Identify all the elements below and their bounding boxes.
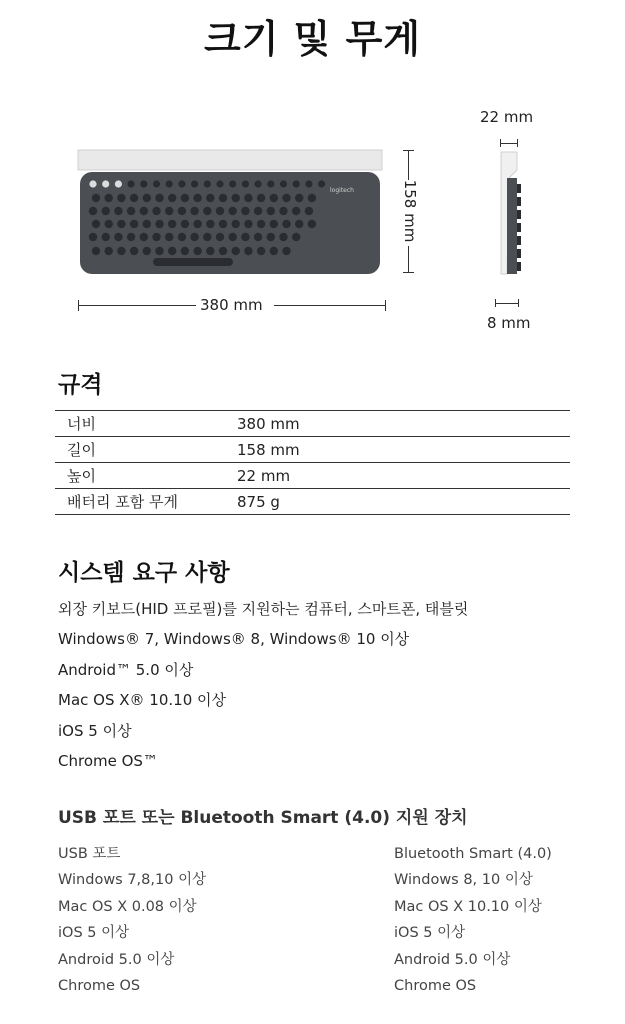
keyboard-key: [165, 233, 173, 241]
keyboard-key: [152, 207, 160, 215]
keyboard-key: [293, 180, 300, 187]
keyboard-key: [229, 180, 236, 187]
keyboard-key: [92, 194, 100, 202]
keyboard-key: [292, 207, 300, 215]
keyboard-key: [318, 180, 325, 187]
keyboard-key: [203, 233, 211, 241]
spec-value: 380 mm: [237, 411, 570, 437]
keyboard-key: [282, 194, 290, 202]
list-item: Chrome OS: [58, 977, 141, 994]
width-label: 380 mm: [200, 296, 263, 314]
keyboard-key: [232, 194, 240, 202]
keyboard-brand-logo: logitech: [330, 187, 354, 194]
height-bottom-label: 8 mm: [487, 314, 531, 332]
keyboard-key: [232, 247, 240, 255]
keyboard-key: [295, 220, 303, 228]
keyboard-key: [254, 207, 262, 215]
keyboard-key: [143, 220, 151, 228]
keyboard-key: [105, 220, 113, 228]
keyboard-key: [140, 207, 148, 215]
keyboard-key: [168, 247, 176, 255]
requirements-list: [58, 598, 468, 780]
keyboard-key: [219, 247, 227, 255]
keyboard-key: [280, 180, 287, 187]
keyboard-key: [105, 194, 113, 202]
list-item: Chrome OS: [394, 977, 477, 994]
keyboard-key: [181, 220, 189, 228]
keyboard-key: [105, 247, 113, 255]
keyboard-key: [102, 180, 109, 187]
list-item: Mac OS X 0.08 이상: [58, 898, 197, 915]
keyboard-key: [282, 247, 290, 255]
spec-label: 높이: [55, 463, 237, 489]
keyboard-key: [206, 247, 214, 255]
keyboard-key: [117, 247, 125, 255]
keyboard-key: [257, 194, 265, 202]
keyboard-key: [130, 220, 138, 228]
keyboard-key: [267, 207, 275, 215]
keyboard-key: [308, 220, 316, 228]
keyboard-key: [155, 247, 163, 255]
keyboard-key: [181, 247, 189, 255]
keyboard-key: [305, 207, 313, 215]
keyboard-key: [92, 220, 100, 228]
keyboard-key: [190, 207, 198, 215]
keyboard-key: [295, 194, 303, 202]
keyboard-key: [143, 194, 151, 202]
keyboard-key: [216, 233, 224, 241]
keyboard-key: [193, 220, 201, 228]
list-item: Android 5.0 이상: [58, 951, 175, 968]
keyboard-key: [117, 220, 125, 228]
keyboard-key: [178, 207, 186, 215]
keyboard-spacebar: [153, 258, 233, 266]
spec-heading: 규격: [58, 372, 103, 398]
keyboard-key: [165, 207, 173, 215]
height-top-dimension-line: [500, 139, 518, 147]
keyboard-key: [102, 207, 110, 215]
usb-column: [58, 843, 206, 1001]
list-item: Chrome OS™: [58, 751, 158, 770]
keyboard-key: [102, 233, 110, 241]
side-key: [517, 249, 521, 258]
side-key: [517, 184, 521, 193]
list-item: Bluetooth Smart (4.0): [394, 846, 552, 862]
keyboard-key: [242, 180, 249, 187]
list-item: USB 포트: [58, 846, 121, 862]
keyboard-key: [204, 180, 211, 187]
keyboard-key: [241, 233, 249, 241]
list-item: Windows 7,8,10 이상: [58, 872, 207, 889]
connectivity-heading: USB 포트 또는 Bluetooth Smart (4.0) 지원 장치: [58, 808, 468, 828]
keyboard-key: [114, 233, 122, 241]
keyboard-key: [152, 233, 160, 241]
table-row: [55, 437, 570, 463]
height-bottom-dimension-line: [495, 299, 519, 307]
keyboard-key: [270, 194, 278, 202]
list-item: Windows 8, 10 이상: [394, 872, 533, 889]
keyboard-key: [140, 233, 148, 241]
keyboard-key: [229, 207, 237, 215]
keyboard-key: [155, 220, 163, 228]
keyboard-key: [244, 220, 252, 228]
keyboard-key: [193, 247, 201, 255]
keyboard-key: [178, 180, 185, 187]
list-item: Android™ 5.0 이상: [58, 660, 194, 679]
list-item: Mac OS X 10.10 이상: [394, 898, 542, 915]
keyboard-key: [178, 233, 186, 241]
list-item: Mac OS X® 10.10 이상: [58, 691, 226, 710]
keyboard-key: [232, 220, 240, 228]
keyboard-key: [216, 207, 224, 215]
bluetooth-column: [394, 843, 552, 1001]
spec-value: 22 mm: [237, 463, 570, 489]
keyboard-key: [92, 247, 100, 255]
keyboard-key: [130, 247, 138, 255]
keyboard-key: [219, 194, 227, 202]
keyboard-key: [143, 247, 151, 255]
keyboard-front-image: [75, 148, 395, 282]
side-key: [517, 236, 521, 245]
keyboard-key: [244, 194, 252, 202]
list-item: 외장 키보드(HID 프로필)를 지원하는 컴퓨터, 스마트폰, 태블릿: [58, 600, 469, 618]
keyboard-key: [308, 194, 316, 202]
side-key: [517, 223, 521, 232]
keyboard-key: [191, 180, 198, 187]
keyboard-key: [140, 180, 147, 187]
keyboard-key: [282, 220, 290, 228]
spec-value: 875 g: [237, 489, 570, 515]
spec-label: 너비: [55, 411, 237, 437]
keyboard-key: [292, 233, 300, 241]
keyboard-key: [270, 247, 278, 255]
keyboard-key: [257, 220, 265, 228]
side-key: [517, 262, 521, 271]
list-item: iOS 5 이상: [58, 721, 132, 740]
keyboard-key: [279, 207, 287, 215]
keyboard-key: [155, 194, 163, 202]
list-item: Windows® 7, Windows® 8, Windows® 10 이상: [58, 630, 410, 649]
page-title: 크기 및 무게: [204, 17, 421, 61]
length-label: 158 mm: [401, 179, 419, 243]
keyboard-key: [117, 194, 125, 202]
keyboard-key: [127, 207, 135, 215]
keyboard-key: [89, 180, 96, 187]
keyboard-key: [206, 194, 214, 202]
table-row: [55, 489, 570, 515]
keyboard-key: [267, 233, 275, 241]
keyboard-key: [279, 233, 287, 241]
keyboard-key: [257, 247, 265, 255]
table-row: [55, 463, 570, 489]
requirements-heading: 시스템 요구 사항: [58, 560, 230, 586]
keyboard-key: [206, 220, 214, 228]
keyboard-key: [168, 194, 176, 202]
keyboard-key: [193, 194, 201, 202]
list-item: iOS 5 이상: [394, 925, 466, 942]
keyboard-key: [168, 220, 176, 228]
keyboard-side-image: [495, 148, 525, 282]
spec-table: [55, 410, 570, 515]
keyboard-key: [181, 194, 189, 202]
keyboard-key: [244, 247, 252, 255]
spec-label: 길이: [55, 437, 237, 463]
keyboard-key: [166, 180, 173, 187]
keyboard-key: [254, 233, 262, 241]
keyboard-key: [114, 207, 122, 215]
keyboard-key: [115, 180, 122, 187]
table-row: [55, 411, 570, 437]
spec-label: 배터리 포함 무게: [55, 489, 237, 515]
keyboard-key: [89, 207, 97, 215]
keyboard-key: [127, 233, 135, 241]
side-key: [517, 197, 521, 206]
keyboard-key: [229, 233, 237, 241]
keyboard-key: [153, 180, 160, 187]
keyboard-key: [216, 180, 223, 187]
keyboard-key: [89, 233, 97, 241]
keyboard-key: [305, 180, 312, 187]
list-item: iOS 5 이상: [58, 925, 130, 942]
keyboard-key: [241, 207, 249, 215]
spec-value: 158 mm: [237, 437, 570, 463]
keyboard-key: [130, 194, 138, 202]
keyboard-key: [255, 180, 262, 187]
keyboard-key: [270, 220, 278, 228]
height-top-label: 22 mm: [480, 108, 534, 126]
keyboard-key: [190, 233, 198, 241]
keyboard-key: [128, 180, 135, 187]
list-item: Android 5.0 이상: [394, 951, 511, 968]
keyboard-key: [219, 220, 227, 228]
keyboard-key: [267, 180, 274, 187]
side-key: [517, 210, 521, 219]
keyboard-key: [203, 207, 211, 215]
